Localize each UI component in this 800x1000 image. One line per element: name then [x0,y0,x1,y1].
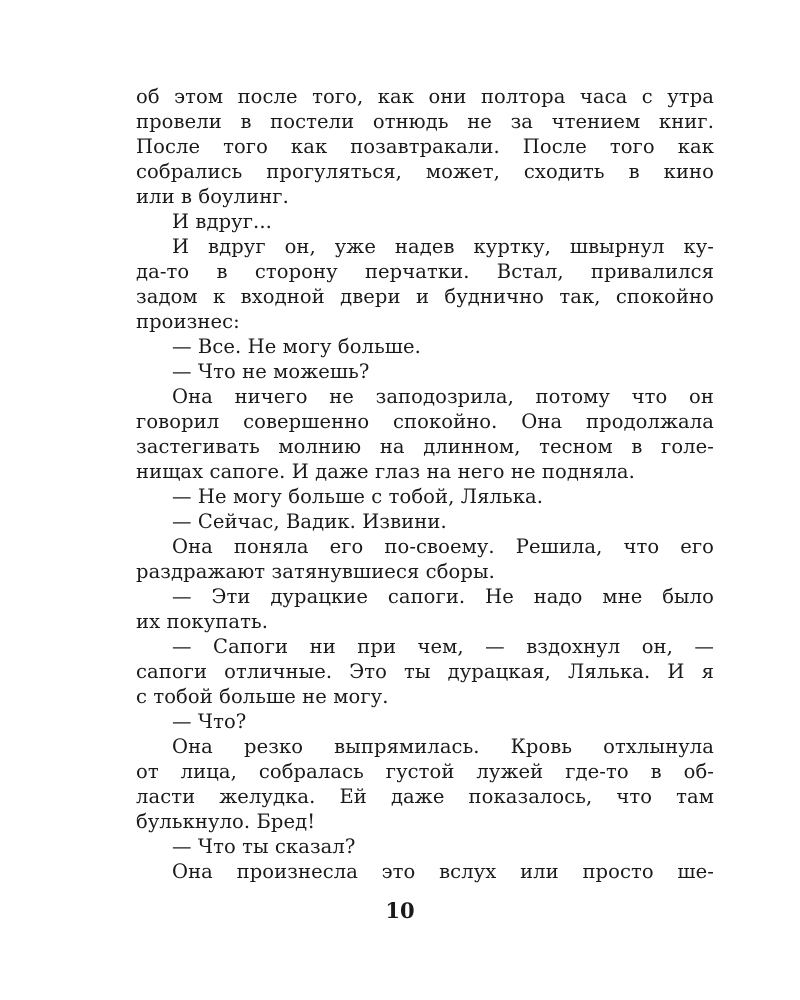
dialogue-line: — Все. Не могу больше. [172,335,421,358]
text-line: После того как позавтракали. После того как [136,135,714,158]
text-line: застегивать молнию на длинном, тесном в голе- [136,435,714,458]
dialogue-line: — Не могу больше с тобой, Лялька. [172,485,544,508]
dialogue-line: — Сейчас, Вадик. Извини. [172,510,447,533]
text-line: Она ничего не заподозрила, потому что он [172,385,714,408]
dialogue-line: — Что? [172,710,247,733]
text-line: И вдруг... [172,210,272,233]
text-line: сапоги отличные. Это ты дурацкая, Лялька. И я [136,660,714,683]
text-line: говорил совершенно спокойно. Она продолжала [136,410,714,433]
text-line: их покупать. [136,610,269,633]
text-line: произнес: [136,310,240,333]
page-text [136,84,714,884]
dialogue-line: — Сапоги ни при чем, — вздохнул он, — [172,635,714,658]
text-line: Она произнесла это вслух или просто ше- [172,860,714,883]
dialogue-line: — Что ты сказал? [172,835,356,858]
page-number: 10 [385,898,415,923]
text-line: Она резко выпрямилась. Кровь отхлынула [172,735,714,758]
text-line: раздражают затянувшиеся сборы. [136,560,495,583]
text-line: провели в постели отнюдь не за чтением книг. [136,110,714,133]
text-line: собрались прогуляться, может, сходить в кино [136,160,714,183]
text-line: от лица, собралась густой лужей где-то в об- [136,760,714,783]
text-line: ласти желудка. Ей даже показалось, что там [136,785,714,808]
text-line: об этом после того, как они полтора часа с утра [136,85,714,108]
dialogue-line: — Что не можешь? [172,360,370,383]
text-line: да-то в сторону перчатки. Встал, привалился [136,260,714,283]
text-line: булькнуло. Бред! [136,810,316,833]
text-line: с тобой больше не могу. [136,685,389,708]
text-line: задом к входной двери и буднично так, спокойно [136,285,714,308]
text-line: И вдруг он, уже надев куртку, швырнул ку- [172,235,714,258]
text-line: нищах сапоге. И даже глаз на него не подняла. [136,460,635,483]
dialogue-line: — Эти дурацкие сапоги. Не надо мне было [172,585,714,608]
text-line: или в боулинг. [136,185,289,208]
text-line: Она поняла его по-своему. Решила, что его [172,535,714,558]
